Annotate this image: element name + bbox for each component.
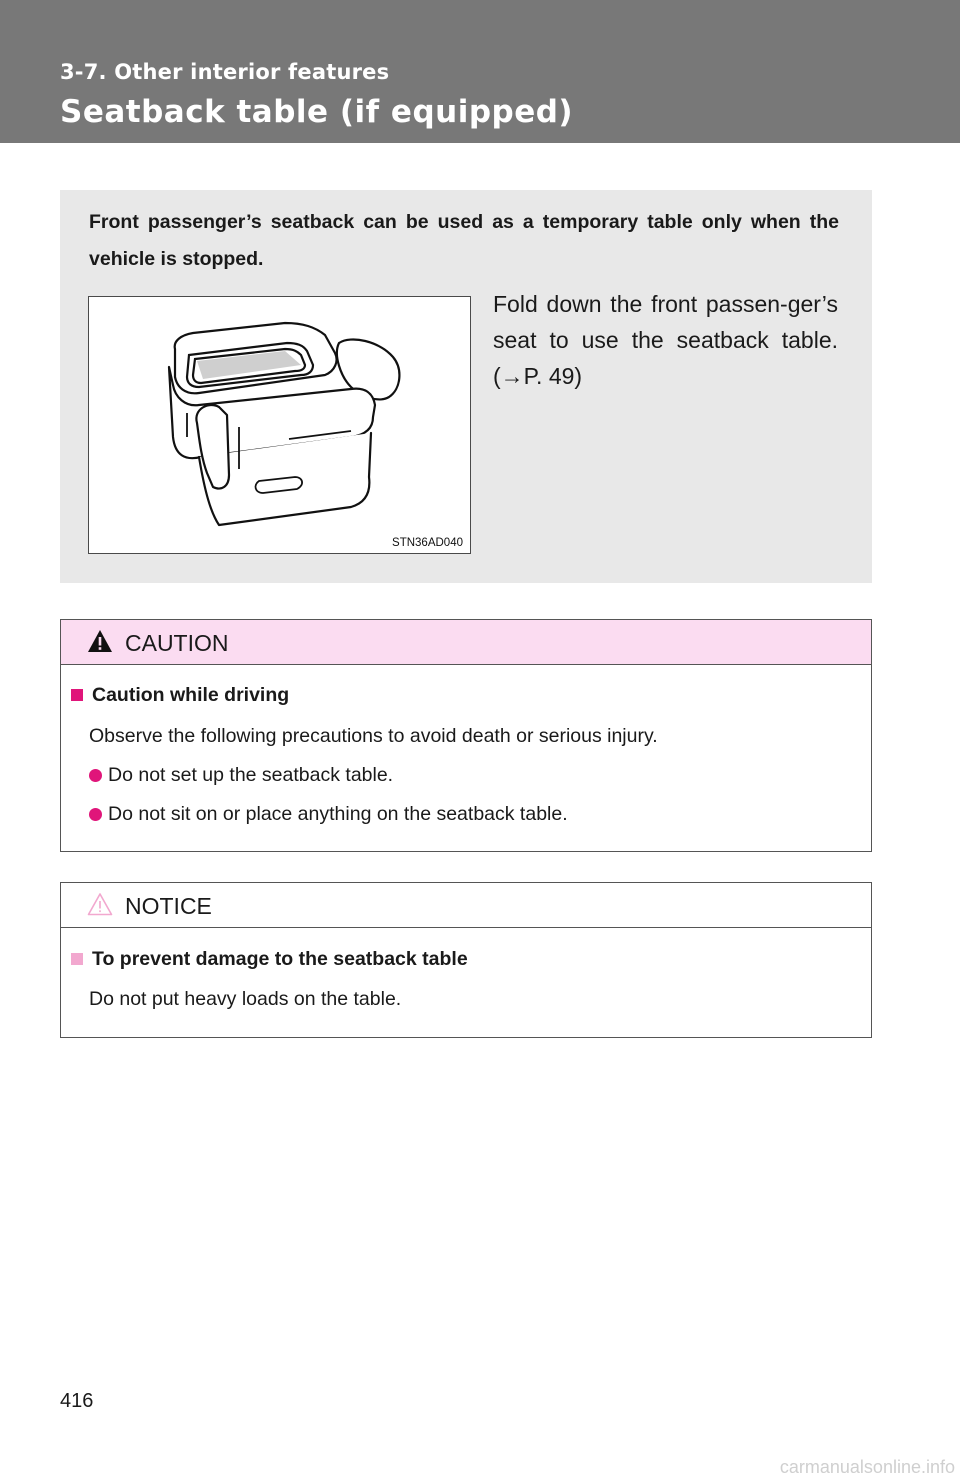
square-bullet-icon: [71, 953, 83, 965]
page-title: Seatback table (if equipped): [60, 94, 574, 130]
square-bullet-icon: [71, 689, 83, 701]
notice-body-text: Do not put heavy loads on the table.: [89, 988, 402, 1010]
notice-label: NOTICE: [125, 893, 212, 919]
caution-body-text: Observe the following precautions to avoid death or serious injury.: [89, 725, 658, 747]
seat-illustration: [88, 296, 471, 554]
caution-bullet: Do not set up the seatback table.: [89, 764, 393, 787]
notice-box: [60, 882, 872, 1038]
caution-box: [60, 619, 872, 852]
warning-triangle-icon: [87, 629, 113, 653]
section-label: 3-7. Other interior features: [60, 60, 390, 84]
instruction-text: Fold down the front passen-ger’s seat to use the seatback table. (→P. 49): [493, 291, 838, 389]
intro-text: Front passenger’s seatback can be used as a temporary table only when the vehicle is stopped.: [89, 211, 839, 270]
notice-header: [61, 883, 871, 928]
page-header: [0, 0, 960, 143]
page-number: 416: [60, 1390, 94, 1412]
caution-label: CAUTION: [125, 630, 229, 656]
notice-item-title: To prevent damage to the seatback table: [71, 948, 468, 971]
intro-panel: [60, 190, 872, 583]
caution-bullet: Do not sit on or place anything on the seatback table.: [89, 803, 568, 826]
folded-seat-drawing: [89, 297, 470, 553]
caution-item-title: Caution while driving: [71, 684, 289, 707]
warning-outline-icon: [87, 892, 113, 916]
figure-code: STN36AD040: [392, 537, 463, 549]
watermark: carmanualsonline.info: [779, 1457, 955, 1477]
circle-bullet-icon: [89, 808, 102, 821]
caution-header: [61, 620, 871, 665]
circle-bullet-icon: [89, 769, 102, 782]
